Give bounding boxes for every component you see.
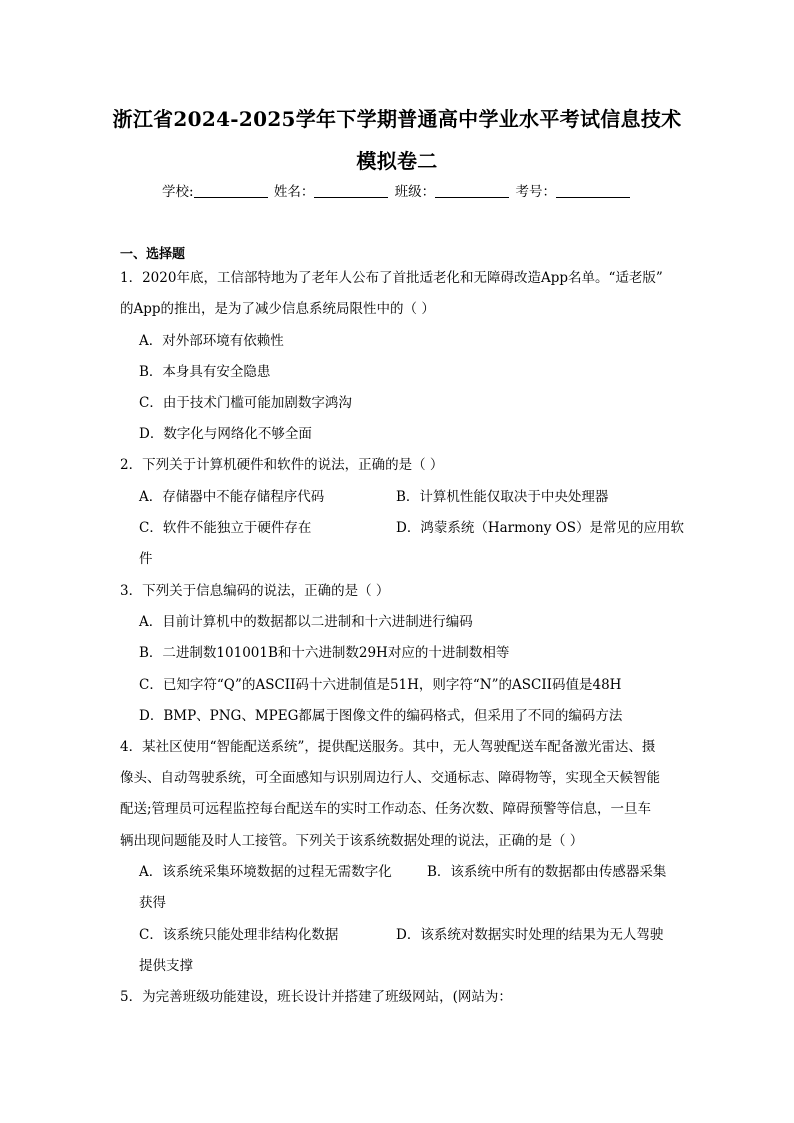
school-label: 学校: — [162, 184, 194, 200]
class-blank — [435, 184, 509, 198]
q1-stem-line-2: 的App的推出，是为了减少信息系统局限性中的（ ） — [120, 301, 435, 317]
q4-option-b: B．该系统中所有的数据都由传感器采集 — [427, 864, 667, 880]
q3-option-d: D．BMP、PNG、MPEG都属于图像文件的编码格式，但采用了不同的编码方法 — [139, 708, 623, 724]
q2-stem-line-1: 2．下列关于计算机硬件和软件的说法，正确的是（ ） — [120, 457, 444, 473]
exam-number-label: 考号： — [515, 184, 556, 200]
section-heading: 一、选择题 — [120, 247, 186, 262]
q4-option-c: C．该系统只能处理非结构化数据 — [139, 927, 339, 943]
q4-option-d: D．该系统对数据实时处理的结果为无人驾驶 — [396, 927, 664, 943]
name-label: 姓名： — [273, 184, 315, 200]
q4-stem-line-4: 辆出现问题能及时人工接管。下列关于该系统数据处理的说法，正确的是（ ） — [120, 833, 584, 849]
q1-stem-line-1: 1．2020年底，工信部特地为了老年人公布了首批适老化和无障碍改造App名单。“适老版” — [120, 270, 663, 286]
q4-option-d-continued: 提供支撑 — [139, 958, 193, 974]
q2-option-c: C．软件不能独立于硬件存在 — [139, 520, 312, 536]
q5-stem-line-1: 5．为完善班级功能建设，班长设计并搭建了班级网站，(网站为： — [120, 989, 512, 1005]
title-line-2: 模拟卷二 — [356, 149, 438, 173]
q2-option-d: D．鸿蒙系统（Harmony OS）是常见的应用软 — [396, 520, 684, 536]
q1-option-a: A．对外部环境有依赖性 — [139, 333, 284, 349]
exam-number-blank — [556, 184, 630, 198]
q3-stem-line-1: 3．下列关于信息编码的说法，正确的是（ ） — [120, 583, 390, 599]
q3-option-c: C．已知字符“Q”的ASCII码十六进制值是51H，则字符“N”的ASCII码值是48H — [139, 677, 622, 693]
q1-option-c: C．由于技术门槛可能加剧数字鸿沟 — [139, 395, 352, 411]
q3-option-b: B．二进制数101001B和十六进制数29H对应的十进制数相等 — [139, 645, 510, 661]
title-line-1: 浙江省2024-2025学年下学期普通高中学业水平考试信息技术 — [112, 107, 682, 131]
school-blank — [194, 184, 268, 198]
class-label: 班级： — [394, 184, 436, 200]
q2-option-b: B．计算机性能仅取决于中央处理器 — [396, 489, 609, 505]
q4-stem-line-3: 配送;管理员可远程监控每台配送车的实时工作动态、任务次数、障碍预警等信息，一旦车 — [120, 801, 652, 817]
q2-option-a: A．存储器中不能存储程序代码 — [139, 489, 325, 505]
q1-option-d: D．数字化与网络化不够全面 — [139, 426, 312, 442]
q1-option-b: B．本身具有安全隐患 — [139, 364, 271, 380]
name-blank — [314, 184, 388, 198]
q4-stem-line-1: 4．某社区使用“智能配送系统”，提供配送服务。其中，无人驾驶配送车配备激光雷达、摄 — [120, 739, 656, 755]
q4-option-a: A．该系统采集环境数据的过程无需数字化 — [139, 864, 392, 880]
q4-stem-line-2: 像头、自动驾驶系统，可全面感知与识别周边行人、交通标志、障碍物等，实现全天候智能 — [120, 770, 660, 786]
q3-option-a: A．目前计算机中的数据都以二进制和十六进制进行编码 — [139, 614, 473, 630]
q2-option-d-continued: 件 — [139, 551, 153, 567]
q4-option-b-continued: 获得 — [139, 895, 166, 911]
student-info-line — [0, 180, 794, 200]
